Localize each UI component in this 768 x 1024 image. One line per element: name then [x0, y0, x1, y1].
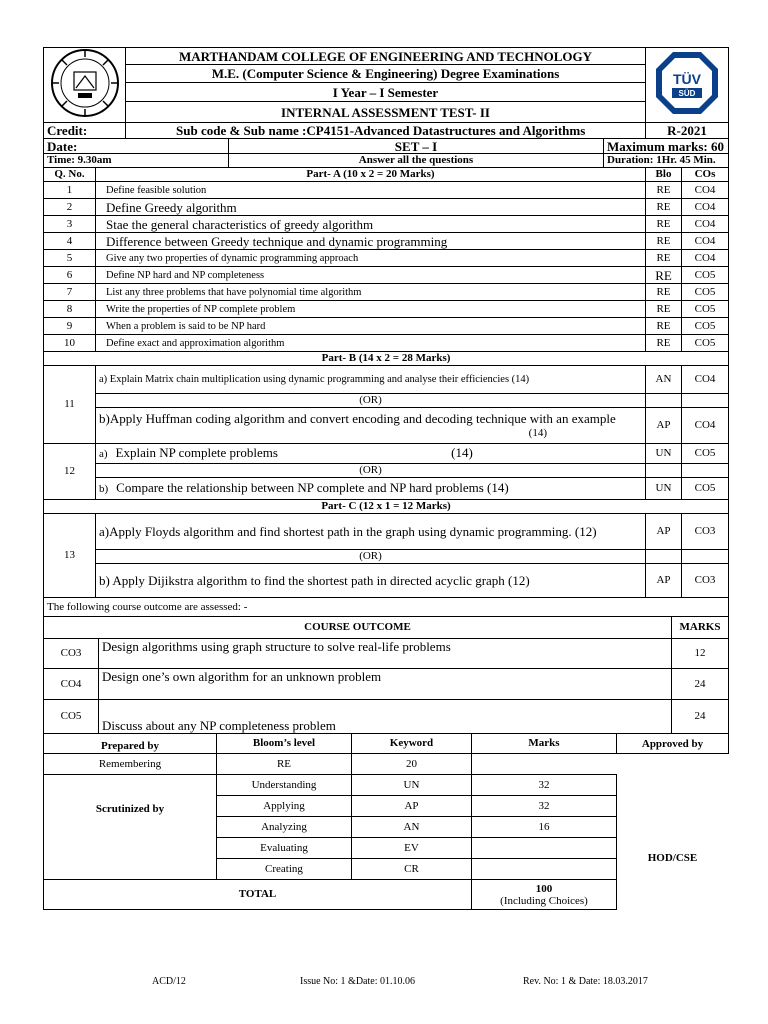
- co-marks: 24: [672, 700, 729, 734]
- question-blo: RE: [646, 250, 682, 267]
- question-text: List any three problems that have polynomial time algorithm: [96, 284, 646, 301]
- question-blo: RE: [646, 284, 682, 301]
- question-blo: RE: [646, 182, 682, 199]
- header-table: [43, 47, 729, 123]
- part-a-row: [44, 318, 729, 335]
- tuv-text: TÜV: [673, 71, 701, 87]
- q12-b-co: CO5: [682, 478, 729, 500]
- part-c-title: Part- C (12 x 1 = 12 Marks): [44, 500, 729, 514]
- q11-a: a) Explain Matrix chain multiplication using dynamic programming and analyse their efficiencies (14): [96, 366, 646, 394]
- scrutinized-by: Scrutinized by: [95, 803, 165, 815]
- course-outcome-table: [43, 616, 729, 734]
- q11-number: 11: [44, 366, 96, 444]
- outcome-note: The following course outcome are assessed: -: [44, 598, 729, 617]
- part-a-row: [44, 284, 729, 301]
- part-a-row: [44, 199, 729, 216]
- q13-or: (OR): [96, 550, 646, 564]
- question-blo: RE: [646, 267, 682, 284]
- question-blo: RE: [646, 216, 682, 233]
- question-number: 9: [44, 318, 96, 335]
- question-text: Define Greedy algorithm: [96, 199, 646, 216]
- date-label: Date:: [44, 139, 229, 154]
- tuv-certification-icon: [654, 50, 720, 116]
- blooms-level: Evaluating: [217, 838, 352, 859]
- blooms-level: Analyzing: [217, 817, 352, 838]
- q12-a-marks: (14): [451, 445, 473, 460]
- question-co: CO4: [682, 216, 729, 233]
- q11-b-co: CO4: [682, 408, 729, 444]
- scrutinized-cell: [44, 775, 217, 880]
- question-number: 5: [44, 250, 96, 267]
- question-number: 3: [44, 216, 96, 233]
- blooms-level: Understanding: [217, 775, 352, 796]
- q13-a-blo: AP: [646, 514, 682, 550]
- q12-or: (OR): [96, 464, 646, 478]
- total-note: (Including Choices): [500, 894, 588, 907]
- total-value: 100: [535, 882, 553, 895]
- course-outcome-title: COURSE OUTCOME: [44, 617, 672, 639]
- blooms-marks: 32: [472, 796, 617, 817]
- q12-a-cell: [96, 444, 646, 464]
- question-text: When a problem is said to be NP hard: [96, 318, 646, 335]
- blooms-row: [44, 754, 729, 775]
- blooms-marks-header: Marks: [472, 734, 617, 754]
- blooms-row: [44, 775, 729, 796]
- question-co: CO4: [682, 233, 729, 250]
- co-code: CO5: [44, 700, 99, 734]
- question-text: Define feasible solution: [96, 182, 646, 199]
- part-a-row: [44, 182, 729, 199]
- question-co: CO4: [682, 199, 729, 216]
- blooms-level: Applying: [217, 796, 352, 817]
- q12-number: 12: [44, 444, 96, 500]
- credit-label: Credit:: [44, 123, 126, 139]
- blooms-keyword: AN: [352, 817, 472, 838]
- co-description: Design one’s own algorithm for an unknown problem: [99, 669, 672, 700]
- part-a-row: [44, 267, 729, 284]
- total-cell: [472, 880, 617, 910]
- question-co: CO5: [682, 284, 729, 301]
- degree-title: M.E. (Computer Science & Engineering) Degree Examinations: [126, 65, 646, 82]
- blooms-keyword: CR: [352, 859, 472, 880]
- meta-table-2: [43, 138, 729, 168]
- question-co: CO4: [682, 250, 729, 267]
- co-code: CO4: [44, 669, 99, 700]
- q11-a-blo: AN: [646, 366, 682, 394]
- q12-b-cell: [96, 478, 646, 500]
- part-a-row: [44, 233, 729, 250]
- blooms-keyword: AP: [352, 796, 472, 817]
- question-text: Stae the general characteristics of greedy algorithm: [96, 216, 646, 233]
- keyword-header: Keyword: [352, 734, 472, 754]
- instruction: Answer all the questions: [229, 154, 604, 168]
- q11-b-blo: AP: [646, 408, 682, 444]
- q13-b-co: CO3: [682, 564, 729, 598]
- blooms-keyword: RE: [217, 754, 352, 775]
- question-co: CO5: [682, 301, 729, 318]
- question-number: 2: [44, 199, 96, 216]
- co-marks: 12: [672, 639, 729, 669]
- question-text: Define NP hard and NP completeness: [96, 267, 646, 284]
- total-label: TOTAL: [44, 880, 472, 910]
- co-marks: 24: [672, 669, 729, 700]
- tuv-logo-cell: [646, 48, 729, 123]
- question-blo: RE: [646, 318, 682, 335]
- q11-a-co: CO4: [682, 366, 729, 394]
- year-semester: I Year – I Semester: [126, 82, 646, 102]
- q11-b-marks: (14): [528, 426, 547, 439]
- question-co: CO5: [682, 318, 729, 335]
- marks-header: MARKS: [672, 617, 729, 639]
- questions-table: [43, 167, 729, 352]
- part-a-title: Part- A (10 x 2 = 20 Marks): [96, 168, 646, 182]
- q12-a: Explain NP complete problems: [115, 445, 278, 460]
- blooms-table: [43, 733, 729, 910]
- college-logo: [50, 48, 120, 118]
- question-text: Give any two properties of dynamic programming approach: [96, 250, 646, 267]
- blooms-marks: [472, 859, 617, 880]
- blooms-marks: 20: [352, 754, 472, 775]
- q13-b-blo: AP: [646, 564, 682, 598]
- q12-b-blo: UN: [646, 478, 682, 500]
- footer-revision: Rev. No: 1 & Date: 18.03.2017: [523, 976, 648, 987]
- q11-b-cell: [96, 408, 646, 444]
- subject-name: Sub code & Sub name :CP4151-Advanced Datastructures and Algorithms: [126, 123, 646, 139]
- regulation: R-2021: [646, 123, 729, 139]
- q13-a-co: CO3: [682, 514, 729, 550]
- q12-a-co: CO5: [682, 444, 729, 464]
- hod-cse: HOD/CSE: [647, 852, 698, 864]
- max-marks: Maximum marks: 60: [604, 139, 729, 154]
- question-co: CO5: [682, 335, 729, 352]
- college-name: MARTHANDAM COLLEGE OF ENGINEERING AND TECHNOLOGY: [126, 48, 646, 65]
- co-description: Design algorithms using graph structure to solve real-life problems: [99, 639, 672, 669]
- blooms-marks: 32: [472, 775, 617, 796]
- approval-cell: [617, 734, 729, 864]
- exam-paper: [43, 47, 728, 910]
- q11-or: (OR): [96, 394, 646, 408]
- course-outcome-row: [44, 700, 729, 734]
- approved-by: Approved by: [641, 738, 704, 750]
- blooms-level: Creating: [217, 859, 352, 880]
- q12-b: Compare the relationship between NP complete and NP hard problems (14): [116, 480, 509, 495]
- q13-a: a)Apply Floyds algorithm and find shortest path in the graph using dynamic programming. (12): [96, 514, 646, 550]
- q11-b: b)Apply Huffman coding algorithm and convert encoding and decoding technique with an example: [99, 410, 616, 426]
- q12-b-label: b): [99, 483, 109, 495]
- question-blo: RE: [646, 301, 682, 318]
- blooms-keyword: UN: [352, 775, 472, 796]
- tuv-sub-text: SÜD: [678, 89, 696, 98]
- question-blo: RE: [646, 233, 682, 250]
- blooms-level: Remembering: [44, 754, 217, 775]
- qno-header: Q. No.: [44, 168, 96, 182]
- meta-table: [43, 122, 729, 139]
- part-a-row: [44, 335, 729, 352]
- question-number: 1: [44, 182, 96, 199]
- blo-header: Blo: [646, 168, 682, 182]
- footer-code: ACD/12: [152, 976, 186, 987]
- question-blo: RE: [646, 199, 682, 216]
- part-b-title: Part- B (14 x 2 = 28 Marks): [44, 352, 729, 366]
- question-text: Difference between Greedy technique and dynamic programming: [96, 233, 646, 250]
- college-logo-cell: [44, 48, 126, 123]
- co-description: Discuss about any NP completeness problem: [99, 700, 672, 734]
- q13-b: b) Apply Dijikstra algorithm to find the shortest path in directed acyclic graph (12): [96, 564, 646, 598]
- co-code: CO3: [44, 639, 99, 669]
- duration: Duration: 1Hr. 45 Min.: [604, 154, 729, 168]
- footer-issue: Issue No: 1 &Date: 01.10.06: [300, 976, 415, 987]
- part-a-row: [44, 250, 729, 267]
- blank-cell: [44, 734, 217, 754]
- course-outcome-row: [44, 639, 729, 669]
- part-b-table: [43, 351, 729, 617]
- question-number: 8: [44, 301, 96, 318]
- question-number: 10: [44, 335, 96, 352]
- exam-time: Time: 9.30am: [44, 154, 229, 168]
- question-blo: RE: [646, 335, 682, 352]
- blooms-marks: [472, 838, 617, 859]
- question-number: 7: [44, 284, 96, 301]
- blooms-marks: 16: [472, 817, 617, 838]
- q12-a-label: a): [99, 448, 108, 460]
- question-number: 4: [44, 233, 96, 250]
- blooms-level-header: Bloom’s level: [217, 734, 352, 754]
- cos-header: COs: [682, 168, 729, 182]
- question-text: Write the properties of NP complete problem: [96, 301, 646, 318]
- test-title: INTERNAL ASSESSMENT TEST- II: [126, 102, 646, 123]
- question-text: Define exact and approximation algorithm: [96, 335, 646, 352]
- question-co: CO5: [682, 267, 729, 284]
- course-outcome-row: [44, 669, 729, 700]
- question-number: 6: [44, 267, 96, 284]
- q13-number: 13: [44, 514, 96, 598]
- prepared-by: Prepared by: [101, 740, 159, 752]
- part-a-row: [44, 301, 729, 318]
- part-a-row: [44, 216, 729, 233]
- q12-a-blo: UN: [646, 444, 682, 464]
- blooms-keyword: EV: [352, 838, 472, 859]
- question-co: CO4: [682, 182, 729, 199]
- set-label: SET – I: [229, 139, 604, 154]
